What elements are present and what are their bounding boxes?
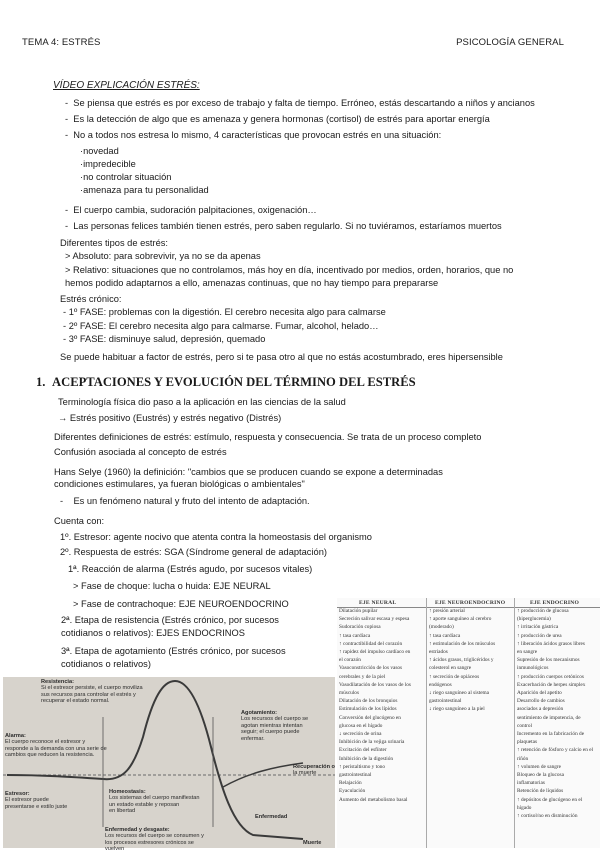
video-bullet: - Se piensa que estrés es por exceso de trabajo y falta de tiempo. Erróneo, estás descartando a niños y ancianos [65, 98, 535, 108]
table-column-neural [339, 607, 411, 804]
phase-item: - 1º FASE: problemas con la digestión. El cerebro necesita algo para calmarse [63, 307, 386, 317]
alarm-subphase: > Fase de choque: lucha o huida: EJE NEURAL [73, 581, 271, 591]
type-item: > Absoluto: para sobrevivir, ya no se da apenas [65, 251, 261, 261]
component-item: 1º. Estresor: agente nocivo que atenta contra la homeostasis del organismo [60, 532, 372, 542]
phase-alarm: 1ª. Reacción de alarma (Estrés agudo, por sucesos vitales) [68, 564, 313, 574]
table-cell: Estimulación de los lípidos [339, 706, 397, 713]
section-line: Diferentes definiciones de estrés: estímulo, respuesta y consecuencia. Se trata de un proceso completo [54, 432, 482, 442]
table-cell: gastrointestinal [339, 772, 372, 779]
table-cell: riñón [517, 755, 529, 762]
chronic-title: Estrés crónico: [60, 294, 122, 304]
characteristic-item: ·impredecible [80, 159, 136, 169]
table-cell: ↑ estimulación de los músculos [429, 640, 496, 647]
table-cell: endógenos [429, 681, 452, 688]
table-cell: ↑ depósitos de glucógeno en el [517, 796, 583, 803]
table-cell: ↑ irritación gástrica [517, 624, 559, 631]
table-cell: plaquetas [517, 739, 538, 746]
table-cell: asociados a depresión [517, 706, 564, 713]
table-cell: Dilatación de los bronquios [339, 698, 398, 705]
table-cell: ↑ presión arterial [429, 608, 465, 614]
table-cell: Bloqueo de la glucosa [517, 772, 564, 779]
figure-label-death: Muerte [303, 840, 322, 846]
video-bullet: - Es la detección de algo que es amenaza y genera hormonas (cortisol) de estrés para aportar energía [65, 114, 490, 124]
section-number: 1. [36, 375, 46, 389]
table-cell: glucosa en el hígado [339, 722, 383, 729]
table-cell: ↑ producción de urea [517, 632, 562, 639]
characteristic-item: ·no controlar situación [80, 172, 172, 182]
table-cell: Exacerbación de herpes simplex [517, 681, 586, 688]
table-cell: ↑ retención de fósforo y calcio en el [517, 747, 594, 754]
section-line: Confusión asociada al concepto de estrés [54, 447, 227, 457]
table-cell: (hiperglucemia) [517, 616, 551, 623]
table-cell: Eyaculación [339, 788, 366, 795]
table-cell: en sangre [517, 649, 538, 656]
figure-label-homeostasis: Homeostasis: Los sistemas del cuerpo manifiestan un estado estable y reposan en libertad [109, 789, 200, 815]
selye-line: condiciones estimulares, ya fueran biológicas o ambientales" [54, 479, 305, 489]
table-cell: Relajación [339, 780, 362, 787]
table-cell: ↑ peristaltismo y tono [339, 763, 386, 770]
type-item: > Relativo: situaciones que no controlamos, más hoy en día, incentivado por medios, orden, horarios, que no [65, 265, 514, 275]
table-cell: ↑ cortisol/no en disminución [517, 813, 578, 820]
table-cell: control [517, 722, 533, 729]
table-cell: Supresión de los mecanismos [517, 657, 580, 664]
table-cell: Aumento del metabolismo basal [339, 796, 408, 803]
table-cell: gastrointestinal [429, 698, 462, 705]
types-title: Diferentes tipos de estrés: [60, 238, 168, 248]
section-line: Terminología física dio paso a la aplicación en las ciencias de la salud [58, 397, 346, 407]
table-cell: Desarrollo de cambios [517, 698, 565, 705]
table-cell: Incremento en la fabricación de [517, 731, 585, 738]
table-column-neuroendocrine [429, 607, 495, 714]
table-cell: ↓ riego sanguíneo al sistema [429, 690, 490, 697]
table-cell: ↑ contractibilidad del corazón [339, 640, 403, 647]
table-cell: ↑ rapidez del impulso cardíaco en [339, 649, 411, 656]
table-cell: ↑ ácidos grasos, triglicéridos y [429, 657, 494, 664]
table-cell: Excitación del esfínter [339, 747, 387, 754]
table-cell: ↓ riego sanguíneo a la piel [429, 706, 485, 713]
table-cell: cerebrales y de la piel [339, 673, 386, 680]
table-cell: Secreción salivar escasa y espesa [339, 616, 410, 623]
table-cell: ↑ tasa cardíaca [339, 632, 371, 639]
table-cell: inmunológicos [517, 665, 549, 672]
figure-label-resistance: Resistencia: Si el estresor persiste, el cuerpo moviliza sus recursos para controlar el estrés y recuperar el estado normal. [41, 679, 143, 705]
table-cell: ↑ liberación ácidos grasos libres [517, 640, 585, 647]
table-cell: Dilatación pupilar [339, 608, 378, 614]
selye-line: Hans Selye (1960) la definición: "cambios que se producen cuando se expone a determinadas [54, 467, 443, 477]
table-cell: Sudoración copiosa [339, 624, 381, 631]
video-bullet: - No a todos nos estresa lo mismo, 4 características que provocan estrés en una situación: [65, 130, 442, 140]
figure-label-stressor: Estresor: El estresor puede presentarse e estilo juste [5, 791, 68, 810]
table-cell: Inhibición de la digestión [339, 755, 393, 762]
alarm-subphase: > Fase de contrachoque: EJE NEUROENDOCRINO [73, 599, 289, 609]
table-header: EJE NEUROENDOCRINO [435, 600, 506, 606]
table-cell: Inhibición de la vejiga urinaria [339, 739, 405, 746]
phase-item: - 3º FASE: disminuye salud, depresión, quemado [63, 334, 266, 344]
figure-label-disease: Enfermedad [255, 814, 288, 820]
table-header: EJE NEURAL [359, 600, 397, 606]
figure-label-exhaustion: Agotamiento: Los recursos del cuerpo se agotan mientras intentan seguir; el cuerpo puede enfermar. [241, 710, 309, 742]
table-cell: Conversión del glucógeno en [339, 714, 401, 721]
video-title: VÍDEO EXPLICACIÓN ESTRÉS: [53, 80, 200, 91]
table-cell: estriados [429, 649, 448, 656]
type-item: hemos podido adaptarnos a ello, amenazas continuas, que no hay tiempo para prepararse [65, 278, 439, 288]
figure-label-disease-wear: Enfermedad y desgaste: Los recursos del cuerpo se consumen y los procesos estresores crónicos se vuelven [105, 827, 204, 853]
table-cell: ↑ producción de glucosa [517, 608, 569, 614]
natural-bullet: - Es un fenómeno natural y fruto del intento de adaptación. [60, 496, 310, 506]
table-cell: Aparición del apetito [517, 690, 562, 697]
table-cell: sentimiento de impotencia, de [517, 714, 581, 721]
phase-exhaustion-cont: cotidianos o relativos) [61, 659, 151, 669]
phase-resistance-cont: cotidianos o relativos): EJES ENDOCRINOS [61, 628, 245, 638]
section-line: → Estrés positivo (Eustrés) y estrés negativo (Distrés) [58, 413, 282, 423]
figure-label-recovery: Recuperación o la muerte [293, 764, 335, 777]
figure-label-alarm: Alarma: El cuerpo reconoce el estresor y responde a la demanda con una serie de cambios que reducen la resistencia. [5, 733, 107, 759]
table-cell: músculos [339, 690, 360, 697]
table-column-endocrine [517, 607, 593, 820]
component-item: 2º. Respuesta de estrés: SGA (Síndrome general de adaptación) [60, 547, 327, 557]
table-header: EJE ENDOCRINO [530, 600, 580, 606]
habituation-text: Se puede habituar a factor de estrés, pero si te pasa otro al que no estás acostumbrado, eres hipersensible [60, 352, 503, 362]
table-cell: ↓ secreción de orina [339, 731, 382, 738]
video-bullet: - El cuerpo cambia, sudoración palpitaciones, oxigenación… [65, 205, 317, 215]
table-cell: hígado [517, 804, 532, 811]
header-right: PSICOLOGÍA GENERAL [456, 37, 564, 48]
cuenta-label: Cuenta con: [54, 516, 105, 526]
table-cell: ↑ tasa cardíaca [429, 632, 461, 639]
phase-resistance: 2ª. Etapa de resistencia (Estrés crónico, por sucesos [61, 615, 279, 625]
table-cell: Retención de líquidos [517, 788, 564, 795]
table-cell: Vasodilatación de los vasos de los [339, 681, 411, 688]
table-cell: ↑ aporte sanguíneo al cerebro [429, 616, 492, 623]
stress-axes-table [337, 598, 600, 848]
header-left: TEMA 4: ESTRÉS [22, 37, 101, 48]
table-cell: Vasoconstricción de los vasos [339, 665, 403, 672]
section-title: ACEPTACIONES Y EVOLUCIÓN DEL TÉRMINO DEL ESTRÉS [52, 375, 416, 389]
table-cell: ↑ volumen de sangre [517, 763, 561, 770]
table-cell: colesterol en sangre [429, 665, 472, 672]
characteristic-item: ·novedad [80, 146, 119, 156]
table-cell: ↑ secreción de opiáceos [429, 673, 480, 680]
gas-curve-figure [3, 677, 335, 853]
phase-exhaustion: 3ª. Etapa de agotamiento (Estrés crónico, por sucesos [61, 646, 286, 656]
table-cell: ↑ producción cuerpos cetónicos [517, 673, 584, 680]
video-bullet: - Las personas felices también tienen estrés, pero saben regularlo. Si no tuviéramos, estaríamos muertos [65, 221, 502, 231]
table-cell: (moderado) [429, 624, 454, 631]
phase-item: - 2º FASE: El cerebro necesita algo para calmarse. Fumar, alcohol, helado… [63, 321, 379, 331]
table-cell: el corazón [339, 657, 361, 664]
characteristic-item: ·amenaza para tu personalidad [80, 185, 209, 195]
table-cell: inflamatorias [517, 780, 545, 787]
